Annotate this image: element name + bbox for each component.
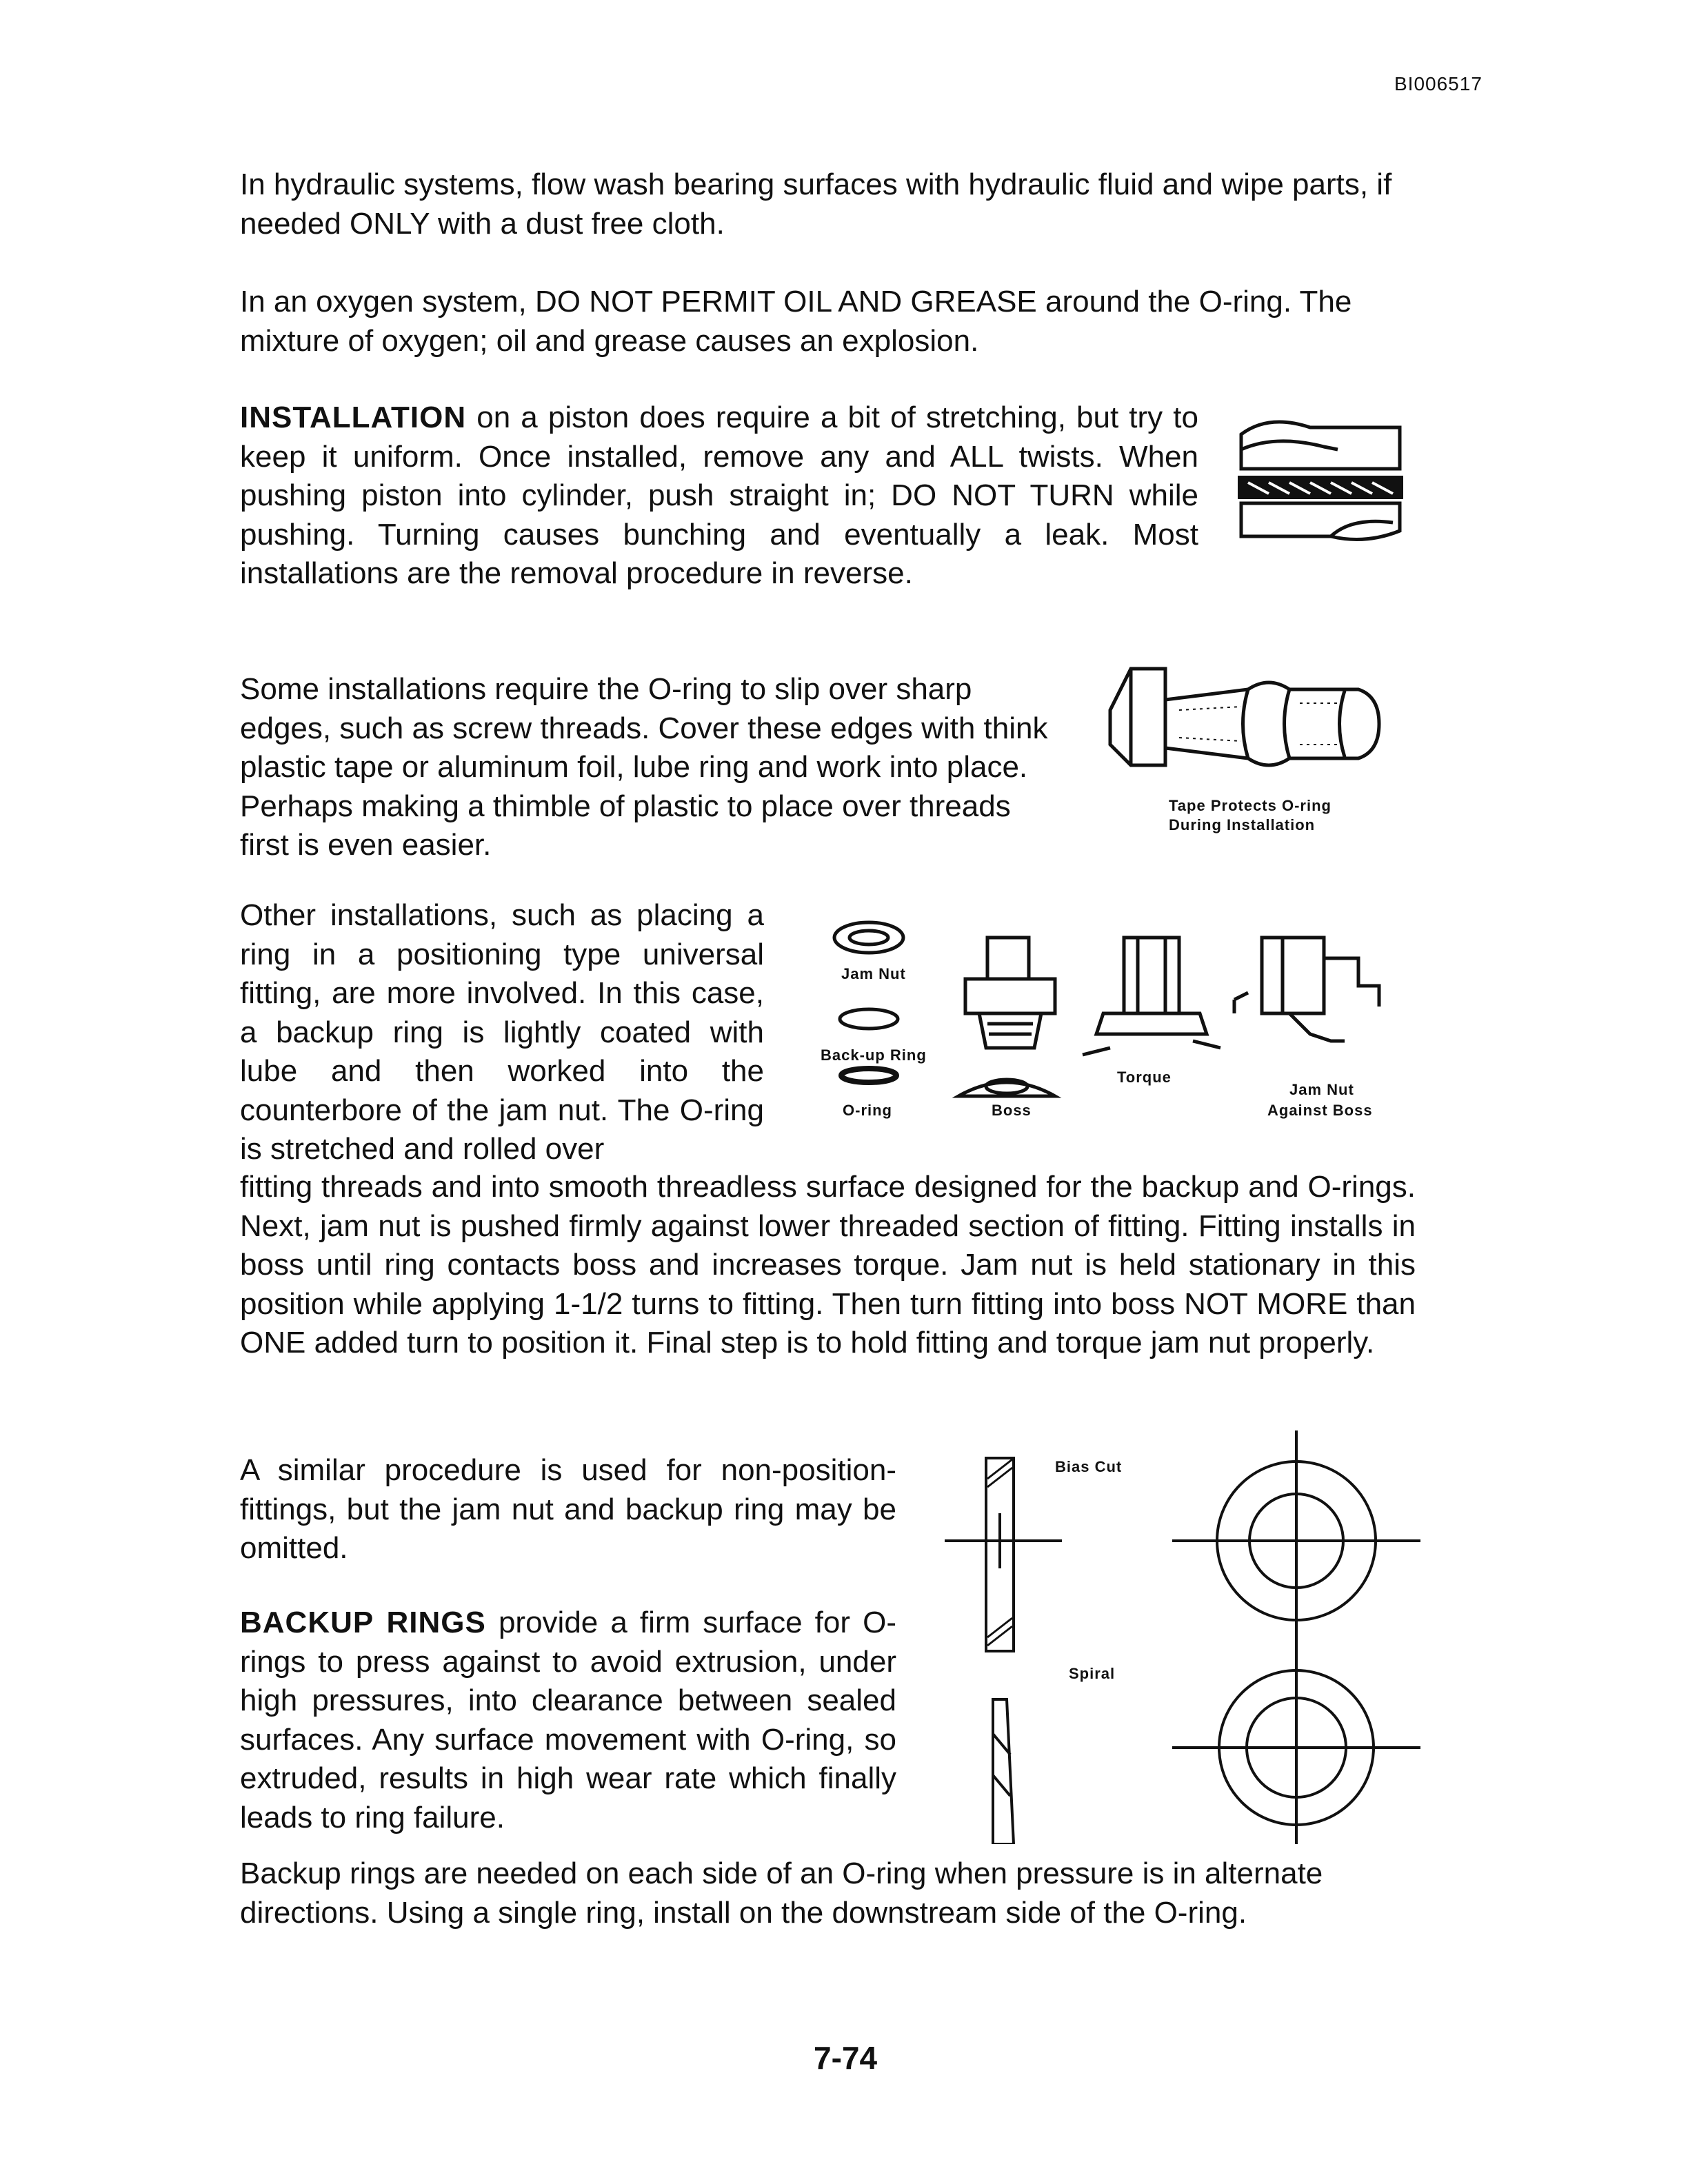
- tape-protection-figure: [1103, 662, 1393, 848]
- paragraph-oxygen-system: In an oxygen system, DO NOT PERMIT OIL AND GREASE around the O-ring. The mixture of oxygen; oil and grease causes an explosion.: [240, 285, 1352, 358]
- caption-bias-cut: Bias Cut: [1055, 1458, 1123, 1475]
- caption-tape-line2: During Installation: [1169, 816, 1316, 833]
- fitting-sequence-drawing: [807, 910, 1400, 1138]
- caption-boss: Boss: [992, 1102, 1032, 1119]
- caption-jam-nut: Jam Nut: [841, 965, 906, 982]
- backup-ring-types-figure: [945, 1430, 1427, 1844]
- paragraph-backup-rings: [240, 1604, 896, 1837]
- caption-jam-nut-against-line2: Against Boss: [1267, 1102, 1373, 1119]
- piston-oring-drawing: [1227, 407, 1407, 558]
- caption-spiral: Spiral: [1069, 1665, 1116, 1682]
- caption-o-ring: O-ring: [843, 1102, 892, 1119]
- paragraph-non-position-fittings: A similar procedure is used for non-position-fittings, but the jam nut and backup ring may be omitted.: [240, 1453, 896, 1565]
- installation-heading: INSTALLATION: [240, 401, 467, 434]
- paragraph-installation: [240, 398, 1198, 594]
- paragraph-alternate-directions: Backup rings are needed on each side of an O-ring when pressure is in alternate directions. Using a single ring, install on the downstream side of the O-ring.: [240, 1857, 1323, 1930]
- document-id: BI006517: [1394, 73, 1483, 94]
- paragraph-positioning-fitting-continued: fitting threads and into smooth threadless surface designed for the backup and O-rings. Next, jam nut is pushed firmly against lower threaded section of fitting. Fitting installs in boss until ring contacts boss and increases torque. Jam nut is held stationary in this position while applying 1-1/2 turns to fitting. Then turn fitting into boss NOT MORE than ONE added turn to position it. Final step is to hold fitting and torque jam nut properly.: [240, 1170, 1416, 1359]
- threaded-fitting-drawing: [1103, 662, 1393, 848]
- piston-oring-figure: [1227, 407, 1407, 558]
- caption-tape-line1: Tape Protects O-ring: [1169, 797, 1332, 814]
- paragraph-hydraulic-systems: In hydraulic systems, flow wash bearing surfaces with hydraulic fluid and wipe parts, if needed ONLY with a dust free cloth.: [240, 168, 1392, 241]
- page-number: 7-74: [814, 2040, 878, 2076]
- backup-ring-drawing: [945, 1430, 1427, 1844]
- caption-backup-ring: Back-up Ring: [821, 1046, 927, 1064]
- positioning-text-top: Other installations, such as placing a ring in a positioning type universal fitting, are more involved. In this case, a backup ring is lightly coated with lube and then worked into the counterbore of the jam nut. The O-ring is stretched and rolled over: [240, 898, 764, 1166]
- backup-rings-heading: BACKUP RINGS: [240, 1606, 486, 1639]
- backup-rings-text: provide a firm surface for O-rings to press against to avoid extrusion, under high pressures, into clearance between sealed surfaces. Any surface movement with O-ring, so extruded, results in high wear rate which finally leads to ring failure.: [240, 1606, 896, 1834]
- positioning-fitting-figure: [807, 910, 1400, 1138]
- paragraph-positioning-fitting: [240, 896, 764, 1169]
- caption-jam-nut-against-line1: Jam Nut: [1289, 1081, 1354, 1098]
- paragraph-sharp-edges: Some installations require the O-ring to slip over sharp edges, such as screw threads. Cover these edges with think plastic tape or aluminum foil, lube ring and work into place. Perhaps making a thimble of plastic to place over threads first is even easier.: [240, 672, 1048, 862]
- installation-text: on a piston does require a bit of stretching, but try to keep it uniform. Once installed, remove any and ALL twists. When pushing piston into cylinder, push straight in; DO NOT TURN while pushing. Turning causes bunching and eventually a leak. Most installations are the removal procedure in reverse.: [240, 401, 1198, 590]
- caption-torque: Torque: [1117, 1069, 1172, 1086]
